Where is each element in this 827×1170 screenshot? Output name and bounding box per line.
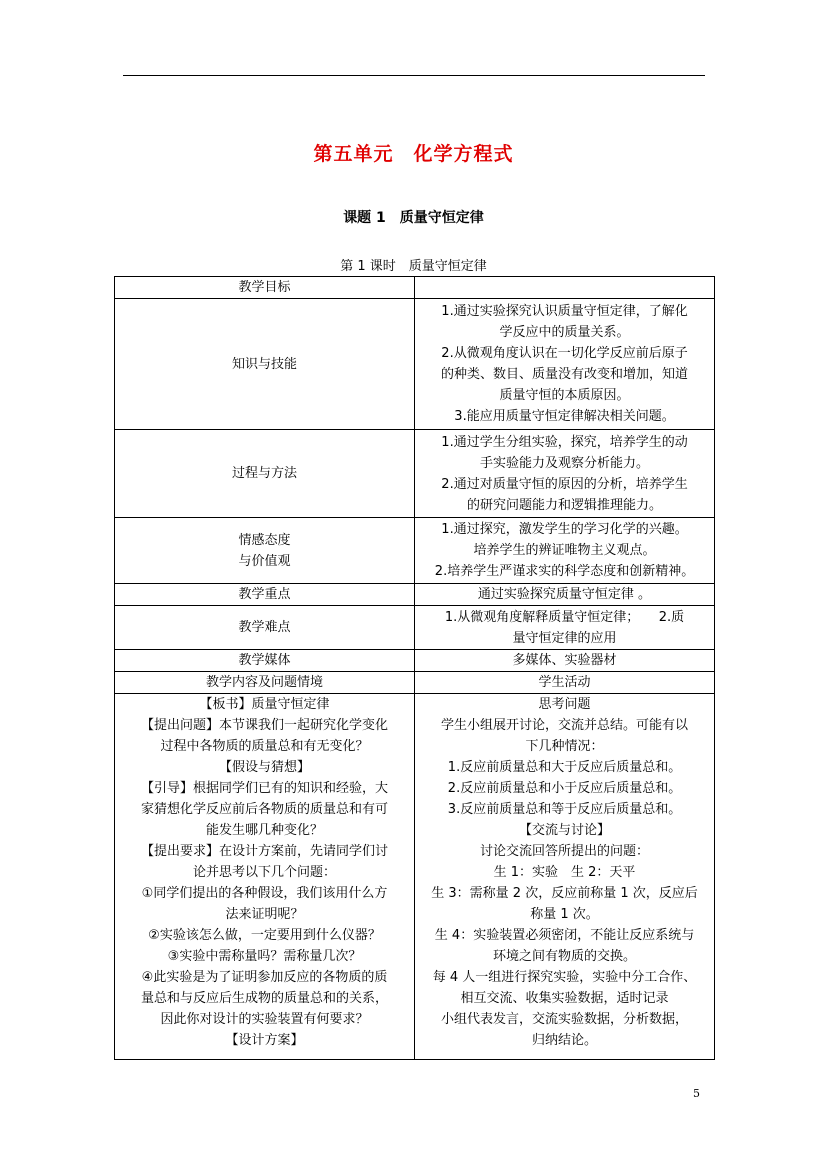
activity-line: 生 4：实验装置必须密闭，不能让反应系统与 [434, 928, 695, 943]
emotion-line: 2.培养学生严谨求实的科学态度和创新精神。 [434, 564, 695, 579]
activity-line: 1.反应前质量总和大于反应后质量总和。 [447, 760, 682, 775]
activity-line: 每 4 人一组进行探究实验，实验中分工合作、 [432, 970, 697, 985]
content-line: 【假设与猜想】 [218, 760, 310, 775]
content-line: 【提出要求】在设计方案前，先请同学们讨 [140, 844, 388, 859]
content-line: 因此你对设计的实验装置有何要求？ [160, 1012, 369, 1027]
process-line: 的研究问题能力和逻辑推理能力。 [466, 497, 662, 513]
activity-cell [415, 694, 715, 1060]
content-line: ①同学们提出的各种假设，我们该用什么方 [141, 886, 388, 901]
content-line: 法来证明呢？ [225, 907, 304, 922]
activity-line: 相互交流、收集实验数据，适时记录 [460, 991, 669, 1006]
emotion-label-cell [115, 518, 415, 584]
lesson-title: 课题 1 质量守恒定律 [343, 210, 484, 226]
table-row [115, 430, 715, 518]
knowledge-line: 学反应中的质量关系。 [499, 325, 630, 340]
table-row [115, 606, 715, 650]
emotion-cell [415, 518, 715, 584]
period-title: 第 1 课时 质量守恒定律 [340, 259, 487, 274]
table-row [115, 650, 715, 672]
activity-line: 2.反应前质量总和小于反应后质量总和。 [447, 781, 682, 796]
goals-empty-cell [415, 277, 715, 299]
activity-line: 讨论交流回答所提出的问题： [479, 844, 649, 859]
content-line: 能发生哪几种变化？ [205, 823, 323, 838]
activity-line: 生 1：实验 生 2：天平 [493, 865, 636, 880]
difficulty-label: 教学难点 [115, 606, 415, 650]
content-line: 【提出问题】本节课我们一起研究化学变化 [140, 718, 388, 733]
content-line: ②实验该怎么做，一定要用到什么仪器？ [148, 928, 381, 943]
content-line: 【设计方案】 [225, 1033, 304, 1048]
table-row [115, 584, 715, 606]
emotion-label: 情感态度 [238, 532, 291, 548]
process-cell [415, 430, 715, 518]
knowledge-line: 3.能应用质量守恒定律解决相关问题。 [454, 409, 675, 424]
lesson-plan-table [114, 276, 715, 1060]
activity-line: 下几种情况： [525, 739, 604, 754]
emotion-label: 与价值观 [238, 553, 291, 569]
table-row [115, 518, 715, 584]
knowledge-line: 的种类、数目、质量没有改变和增加，知道 [440, 367, 688, 382]
activity-line: 思考问题 [538, 697, 591, 712]
difficulty-line: 1.从微观角度解释质量守恒定律； 2.质 [444, 609, 685, 625]
key-value: 通过实验探究质量守恒定律 。 [415, 584, 715, 606]
media-value: 多媒体、实验器材 [415, 650, 715, 672]
content-line: 论并思考以下几个问题： [192, 865, 336, 880]
media-label: 教学媒体 [115, 650, 415, 672]
content-header: 教学内容及问题情境 [115, 672, 415, 694]
content-cell [115, 694, 415, 1060]
emotion-line: 培养学生的辨证唯物主义观点。 [473, 543, 656, 558]
difficulty-cell [415, 606, 715, 650]
knowledge-line: 2.从微观角度认识在一切化学反应前后原子 [441, 346, 688, 361]
activity-line: 称量 1 次。 [530, 907, 599, 922]
knowledge-cell [415, 299, 715, 430]
content-line: 【板书】质量守恒定律 [199, 697, 330, 712]
activity-line: 环境之间有物质的交换。 [492, 949, 636, 964]
table-row [115, 694, 715, 1060]
knowledge-line: 1.通过实验探究认识质量守恒定律，了解化 [441, 304, 688, 319]
process-line: 1.通过学生分组实验，探究，培养学生的动 [441, 434, 688, 450]
emotion-line: 1.通过探究，激发学生的学习化学的兴趣。 [441, 522, 688, 537]
content-line: ③实验中需称量吗？需称量几次？ [167, 949, 362, 964]
process-line: 2.通过对质量守恒的原因的分析，培养学生 [441, 476, 688, 492]
page-number: 5 [693, 1087, 700, 1100]
activity-line: 学生小组展开讨论，交流并总结。可能有以 [440, 718, 688, 733]
content-line: 【引导】根据同学们已有的知识和经验，大 [140, 781, 388, 796]
process-line: 手实验能力及观察分析能力。 [479, 455, 649, 471]
content-line: ④此实验是为了证明参加反应的各物质的质 [141, 970, 388, 985]
activity-line: 归纳结论。 [531, 1033, 597, 1048]
content-line: 过程中各物质的质量总和有无变化？ [160, 739, 369, 754]
knowledge-line: 质量守恒的本质原因。 [499, 388, 630, 403]
header-rule [123, 75, 705, 76]
content-line: 量总和与反应后生成物的质量总和的关系， [140, 991, 388, 1006]
activity-line: 小组代表发言，交流实验数据，分析数据， [440, 1012, 688, 1027]
activity-line: 3.反应前质量总和等于反应后质量总和。 [447, 802, 682, 817]
process-label: 过程与方法 [115, 430, 415, 518]
table-row [115, 299, 715, 430]
activity-line: 生 3：需称量 2 次，反应前称量 1 次，反应后 [431, 886, 698, 901]
table-row [115, 277, 715, 299]
content-line: 家猜想化学反应前后各物质的质量总和有可 [140, 802, 388, 817]
goals-label: 教学目标 [115, 277, 415, 299]
key-label: 教学重点 [115, 584, 415, 606]
activity-line: 【交流与讨论】 [518, 823, 610, 838]
table-row [115, 672, 715, 694]
difficulty-line: 量守恒定律的应用 [512, 630, 617, 646]
unit-title: 第五单元 化学方程式 [313, 143, 514, 165]
activity-header: 学生活动 [415, 672, 715, 694]
knowledge-label: 知识与技能 [115, 299, 415, 430]
